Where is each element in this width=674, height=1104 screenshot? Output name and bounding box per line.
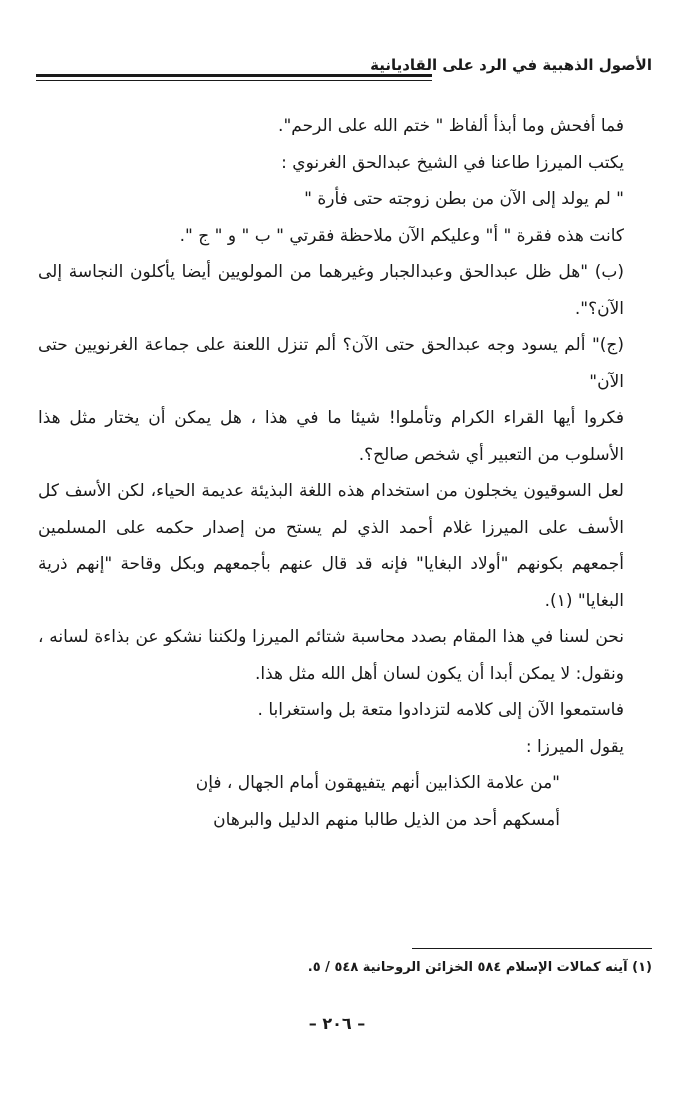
footnote-separator	[412, 948, 652, 949]
paragraph: فما أفحش وما أبذأ ألفاظ " ختم الله على الرحم".	[278, 116, 624, 136]
quote-line: " لم يولد إلى الآن من بطن زوجته حتى فأرة "	[304, 189, 624, 209]
footnote: (١) آينه كمالات الإسلام ٥٨٤ الخزائن الروحانية ٥٤٨ / ٥.	[307, 960, 652, 975]
header-rule-thin	[36, 80, 432, 81]
paragraph: يكتب الميرزا طاعنا في الشيخ عبدالحق الغرنوي :	[281, 152, 624, 173]
header-rule-thick	[36, 74, 432, 77]
page-number: – ٢٠٦ –	[308, 1014, 366, 1033]
paragraph: (ب) "هل ظل عبدالحق وعبدالجبار وغيرهما من المولويين أيضا يأكلون النجاسة إلى الآن؟".	[38, 262, 624, 319]
paragraph: لعل السوقيون يخجلون من استخدام هذه اللغة البذيئة عديمة الحياء، لكن الأسف كل الأسف على الميرزا غلام أحمد الذي لم يستح من إصدار حكمه على المسلمين أجمعهم بكونهم "أولاد البغايا" فإنه قد قال عنهم بأجمعهم وبكل وقاحة "إنهم ذرية البغايا" (١).	[38, 481, 624, 611]
paragraph: فاستمعوا الآن إلى كلامه لتزدادوا متعة بل واستغرابا .	[257, 700, 624, 720]
book-title: الأصول الذهبية في الرد على القاديانية	[360, 56, 652, 74]
quote-line: "من علامة الكذابين أنهم يتفيهقون أمام الجهال ، فإن	[195, 773, 560, 793]
paragraph: يقول الميرزا :	[525, 736, 624, 757]
paragraph: كانت هذه فقرة " أ" وعليكم الآن ملاحظة فقرتي " ب " و " ج ".	[179, 225, 624, 246]
paragraph: فكروا أيها القراء الكرام وتأملوا! شيئا ما في هذا ، هل يمكن أن يختار مثل هذا الأسلوب من التعبير أي شخص صالح؟.	[38, 408, 624, 465]
paragraph: (ج)" ألم يسود وجه عبدالحق حتى الآن؟ ألم تنزل اللعنة على جماعة الغرنويين حتى الآن"	[38, 335, 624, 392]
paragraph: نحن لسنا في هذا المقام بصدد محاسبة شتائم الميرزا ولكننا نشكو عن بذاءة لسانه ، ونقول: لا يمكن أبدا أن يكون لسان أهل الله مثل هذا.	[38, 627, 624, 684]
main-text	[38, 108, 652, 838]
quote-line: أمسكهم أحد من الذيل طالبا منهم الدليل والبرهان	[213, 809, 560, 830]
running-header	[36, 56, 652, 84]
